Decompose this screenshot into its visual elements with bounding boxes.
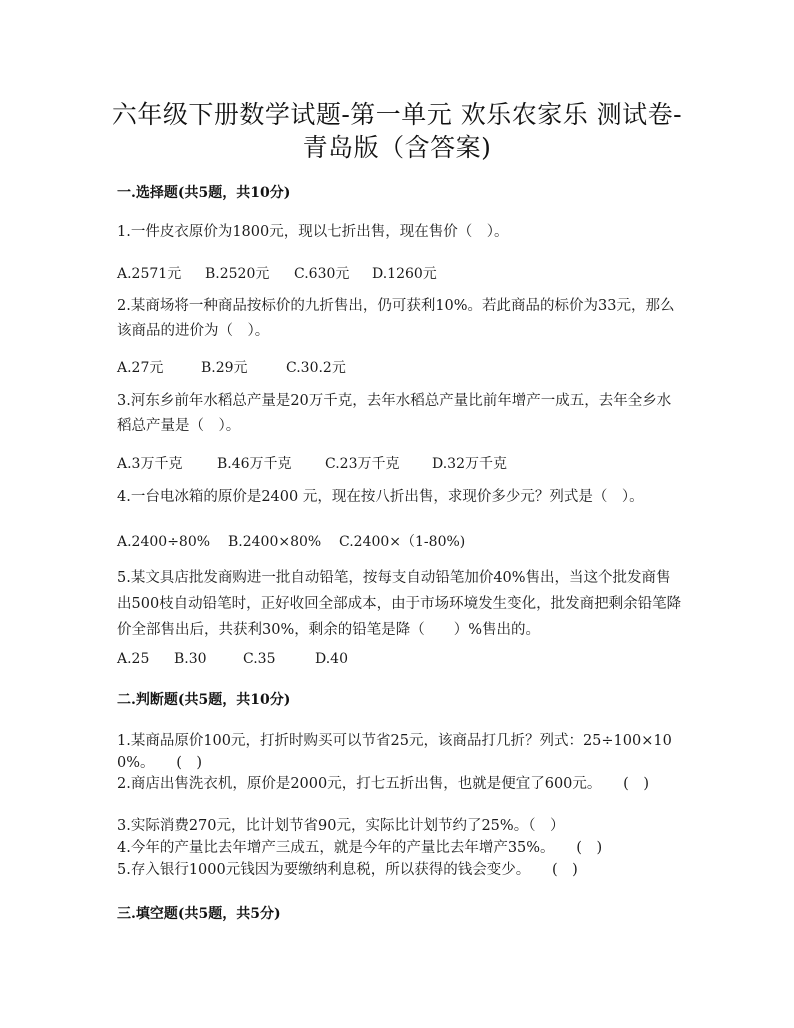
option-a[interactable]: A.2571元: [117, 266, 182, 282]
option-a[interactable]: A.3万千克: [117, 456, 183, 472]
section-heading-fill-blank: 三.填空题(共5题，共5分): [117, 906, 281, 922]
judgment-item-5: 5.存入银行1000元钱因为要缴纳利息税，所以获得的钱会变少。 ( ): [117, 862, 578, 878]
option-b[interactable]: B.46万千克: [217, 456, 292, 472]
question-1-text: 1.一件皮衣原价为1800元，现以七折出售，现在售价（ ）。: [117, 224, 509, 240]
option-b[interactable]: B.30: [174, 651, 207, 667]
judgment-item-3: 3.实际消费270元，比计划节省90元，实际比计划节约了25%。（ ）: [117, 818, 565, 834]
question-5-options: [117, 651, 348, 667]
question-3-options: [117, 453, 507, 473]
option-c[interactable]: C.23万千克: [325, 456, 400, 472]
section-heading-choice: 一.选择题(共5题，共10分): [117, 185, 291, 201]
question-2-options: [117, 357, 346, 377]
option-c[interactable]: C.630元: [294, 266, 350, 282]
option-b[interactable]: B.2520元: [205, 266, 270, 282]
option-b[interactable]: B.29元: [201, 360, 248, 376]
question-4-text: 4.一台电冰箱的原价是2400 元，现在按八折出售，求现价多少元？列式是（ ）。: [117, 489, 644, 505]
option-b[interactable]: B.2400×80%: [228, 534, 322, 550]
section-heading-judgment: 二.判断题(共5题，共10分): [117, 692, 291, 708]
option-c[interactable]: C.35: [243, 651, 276, 667]
judgment-item-1: 1.某商品原价100元，打折时购买可以节省25元，该商品打几折？列式：25÷100×100%。 ( ): [117, 733, 672, 771]
question-1-options: [117, 263, 437, 283]
judgment-item-4: 4.今年的产量比去年增产三成五，就是今年的产量比去年增产35%。 ( ): [117, 840, 603, 856]
question-3-text: 3.河东乡前年水稻总产量是20万千克，去年水稻总产量比前年增产一成五，去年全乡水稻总产量是（ ）。: [117, 393, 672, 434]
option-c[interactable]: C.30.2元: [286, 360, 346, 376]
page-title-line1: 六年级下册数学试题-第一单元 欢乐农家乐 测试卷-: [111, 100, 683, 129]
option-d[interactable]: D.1260元: [372, 266, 437, 282]
judgment-item-2: 2.商店出售洗衣机，原价是2000元，打七五折出售，也就是便宜了600元。 ( ): [117, 776, 649, 792]
option-d[interactable]: D.32万千克: [432, 456, 507, 472]
question-4-options: [117, 531, 465, 551]
option-a[interactable]: A.25: [117, 651, 150, 667]
option-a[interactable]: A.27元: [117, 360, 164, 376]
option-d[interactable]: D.40: [315, 651, 348, 667]
question-2-text: 2.某商场将一种商品按标价的九折售出，仍可获利10%。若此商品的标价为33元，那么该商品的进价为（ ）。: [117, 298, 675, 339]
option-a[interactable]: A.2400÷80%: [117, 534, 211, 550]
option-c[interactable]: C.2400×（1-80%): [339, 534, 466, 550]
page-title-line2: 青岛版（含答案): [302, 133, 492, 162]
question-5-text: 5.某文具店批发商购进一批自动铅笔，按每支自动铅笔加价40%售出，当这个批发商售出500枝自动铅笔时，正好收回全部成本，由于市场环境发生变化，批发商把剩余铅笔降价全部售出后，共获利30%，剩余的铅笔是降（ ）%售出的。: [117, 570, 682, 638]
